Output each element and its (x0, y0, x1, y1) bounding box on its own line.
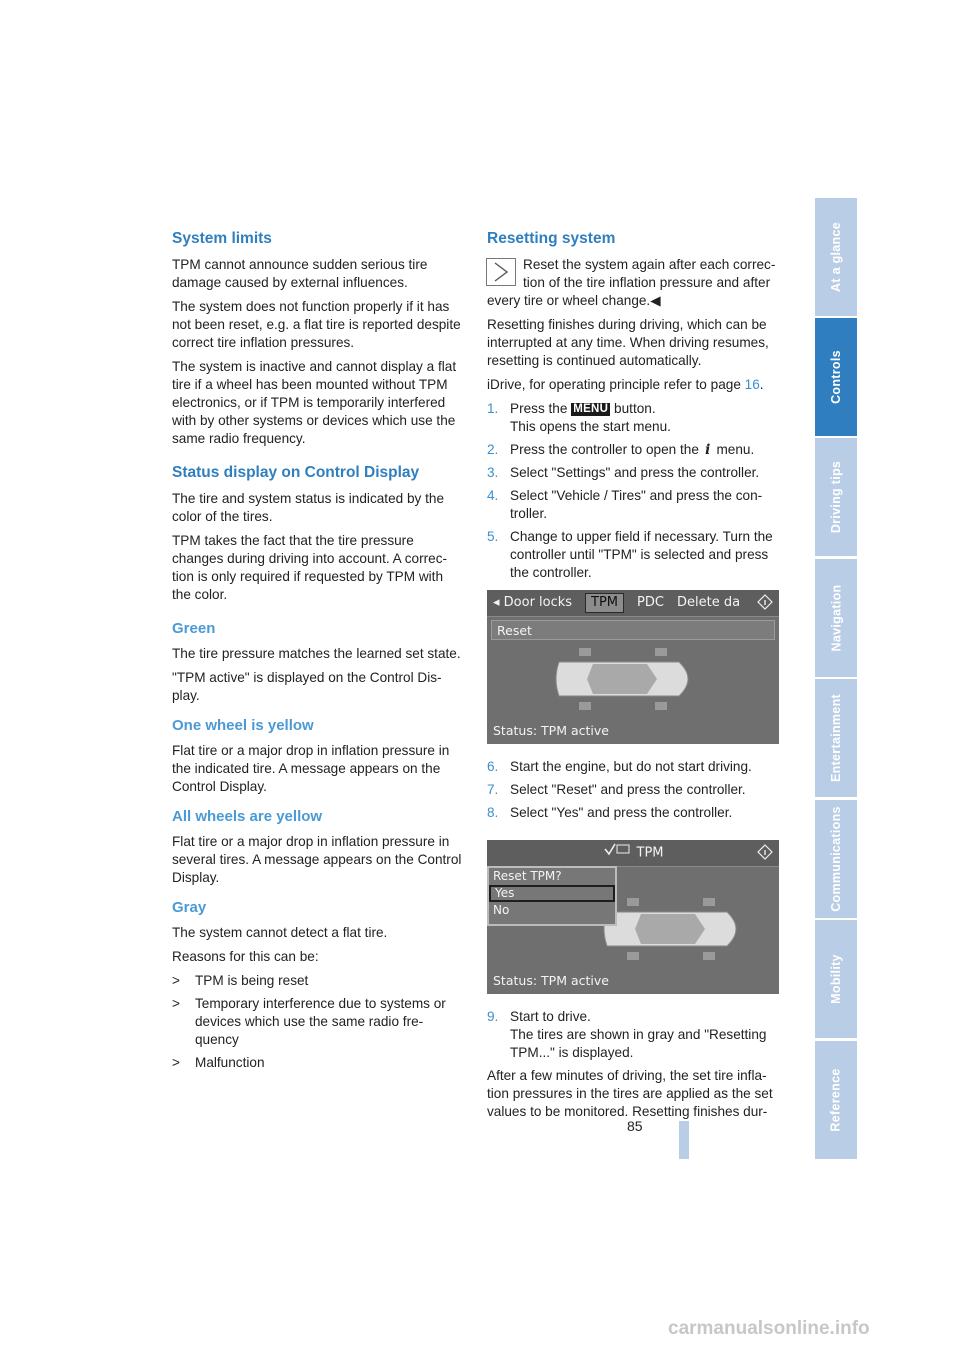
tab-label: Communications (829, 806, 844, 912)
tab-label: Navigation (829, 584, 843, 652)
step-item (487, 528, 779, 582)
paragraph: Reasons for this can be: (172, 949, 319, 964)
dialog-title: Reset TPM? (493, 869, 562, 883)
info-diamond-icon (757, 844, 773, 860)
section-gray (172, 899, 464, 1072)
bullet-marker: > (172, 1055, 180, 1070)
tab-label: Driving tips (829, 460, 844, 534)
step-number: 7. (487, 782, 499, 797)
tab-driving-tips[interactable] (815, 438, 857, 556)
step-text: Select "Vehicle / Tires" and press the con-troller. (510, 488, 763, 521)
right-column (487, 230, 779, 1127)
step-text: The tires are shown in gray and "Resetting TPM..." is displayed. (510, 1027, 767, 1060)
paragraph: Flat tire or a major drop in inflation pressure in the indicated tire. A message appears on the Control Display. (172, 743, 450, 794)
step-number: 6. (487, 759, 499, 774)
list-item (172, 1054, 464, 1072)
note-block (487, 256, 779, 310)
screen-header (487, 840, 779, 867)
step-number: 1. (487, 401, 499, 416)
tab-label: Reference (829, 1068, 843, 1132)
bullet-marker: > (172, 996, 180, 1011)
bullet-marker: > (172, 973, 180, 988)
step-item (487, 487, 779, 523)
chapter-tabs (815, 198, 857, 1160)
heading-green: Green (172, 620, 216, 637)
step-number: 9. (487, 1009, 499, 1024)
paragraph: Resetting finishes during driving, which can be interrupted at any time. When driving resumes, resetting is continued automatically. (487, 317, 769, 368)
list-item-text: Malfunction (195, 1055, 265, 1070)
car-top-view-icon (549, 648, 699, 710)
option-no: No (493, 903, 510, 917)
screen-status: Status: TPM active (493, 723, 609, 738)
info-menu-icon: i (705, 442, 711, 458)
tab-entertainment[interactable] (815, 679, 857, 797)
list-item-text: Temporary interference due to systems or devices which use the same radio fre-quency (195, 996, 446, 1047)
paragraph-text: iDrive, for operating principle refer to page (487, 377, 745, 392)
step-item (487, 758, 779, 776)
heading-status-display: Status display on Control Display (172, 464, 420, 481)
section-one-wheel-yellow (172, 717, 464, 796)
steps-list-c (487, 1008, 779, 1062)
tab-label: Entertainment (829, 694, 844, 782)
step-number: 4. (487, 488, 499, 503)
reset-dialog (487, 866, 617, 926)
paragraph: The system is inactive and cannot display a flat tire if a wheel has been mounted without TPM electronics, or if TPM is temporarily interfered with by other systems or devices which use the same radio frequency. (172, 359, 457, 446)
tab-navigation[interactable] (815, 559, 857, 677)
section-green (172, 620, 464, 705)
step-item (487, 1008, 779, 1062)
step-text: Start the engine, but do not start driving. (510, 759, 752, 774)
list-item (172, 995, 464, 1049)
note-arrow-icon (486, 258, 516, 286)
step-number: 3. (487, 465, 499, 480)
step-text: Change to upper field if necessary. Turn the controller until "TPM" is selected and press the controller. (510, 529, 773, 580)
tab-mobility[interactable] (815, 920, 857, 1038)
watermark: carmanualsonline.info (668, 1318, 870, 1339)
tab-at-a-glance[interactable] (815, 198, 857, 316)
heading-one-wheel-yellow: One wheel is yellow (172, 717, 314, 734)
tab-tpm-selected: TPM (585, 593, 624, 613)
paragraph: The tire and system status is indicated by the color of the tires. (172, 491, 445, 524)
screen-title: TPM (636, 845, 664, 861)
option-yes: Yes (489, 885, 615, 902)
step-item (487, 804, 779, 822)
paragraph: The tire pressure matches the learned set state. (172, 646, 461, 661)
section-system-limits (172, 230, 464, 448)
step-item (487, 400, 779, 436)
page-number: 85 (627, 1118, 643, 1134)
step-item (487, 464, 779, 482)
control-display-screenshot-tpm (487, 590, 779, 744)
reasons-list (172, 972, 464, 1072)
paragraph: After a few minutes of driving, the set tire infla-tion pressures in the tires are applied as the set values to be monitored. Resetting finishes dur- (487, 1068, 773, 1119)
paragraph-text: . (759, 377, 764, 392)
step-item (487, 441, 779, 459)
screen-status: Status: TPM active (493, 973, 609, 988)
paragraph: The system cannot detect a flat tire. (172, 925, 388, 940)
heading-system-limits: System limits (172, 230, 272, 247)
step-number: 5. (487, 529, 499, 544)
step-text: Select "Settings" and press the controller. (510, 465, 760, 480)
paragraph: Flat tire or a major drop in inflation pressure in several tires. A message appears on the Control Display. (172, 834, 462, 885)
tab-label: Controls (829, 350, 844, 404)
heading-gray: Gray (172, 899, 207, 916)
step-number: 8. (487, 805, 499, 820)
tab-label: Mobility (829, 954, 843, 1004)
note-rest-text: every tire or wheel change.◀ (487, 293, 661, 308)
page-marker (679, 1121, 689, 1159)
tab-label: At a glance (829, 222, 843, 292)
step-text: Select "Reset" and press the controller. (510, 782, 746, 797)
step-text: Select "Yes" and press the controller. (510, 805, 733, 820)
left-column (172, 230, 464, 1084)
info-diamond-icon (757, 594, 773, 610)
menu-button-icon: MENU (573, 403, 609, 415)
car-top-view-icon (597, 898, 747, 960)
step-text: Press the controller to open the (510, 442, 703, 457)
heading-all-wheels-yellow: All wheels are yellow (172, 808, 323, 825)
step-text: Press the (510, 401, 572, 416)
paragraph: TPM cannot announce sudden serious tire damage caused by external influences. (172, 257, 428, 290)
step-text: Start to drive. (510, 1009, 591, 1024)
screen-reset-field: Reset (491, 620, 775, 640)
tab-communications[interactable] (815, 800, 857, 918)
step-number: 2. (487, 442, 499, 457)
heading-resetting-system: Resetting system (487, 230, 616, 247)
steps-list-b (487, 758, 779, 822)
screen-tab-bar (487, 590, 779, 617)
tab-door-locks: ◂ Door locks (493, 595, 573, 610)
paragraph: TPM takes the fact that the tire pressure changes during driving into account. A correc-tion is only required if requested by TPM with the color. (172, 533, 448, 602)
control-display-screenshot-reset (487, 840, 779, 994)
paragraph: "TPM active" is displayed on the Control Dis-play. (172, 670, 442, 703)
step-text: This opens the start menu. (510, 419, 671, 434)
paragraph: The system does not function properly if it has not been reset, e.g. a flat tire is reported despite correct tire inflation pressures. (172, 299, 461, 350)
section-status-display (172, 464, 464, 604)
page-link[interactable]: 16 (744, 377, 760, 392)
tab-reference[interactable] (815, 1041, 857, 1159)
step-text: menu. (712, 442, 755, 457)
step-text: button. (610, 401, 656, 416)
tpm-gauge-icon (603, 840, 631, 866)
list-item (172, 972, 464, 990)
section-all-wheels-yellow (172, 808, 464, 887)
note-lead-text: Reset the system again after each correc-tion of the tire inflation pressure and after (523, 257, 776, 290)
tab-delete-data: Delete da (677, 595, 741, 610)
step-item (487, 781, 779, 799)
tab-controls[interactable] (815, 318, 857, 436)
steps-list-a (487, 400, 779, 582)
tab-pdc: PDC (637, 595, 664, 610)
list-item-text: TPM is being reset (195, 973, 309, 988)
paragraph (487, 376, 779, 394)
